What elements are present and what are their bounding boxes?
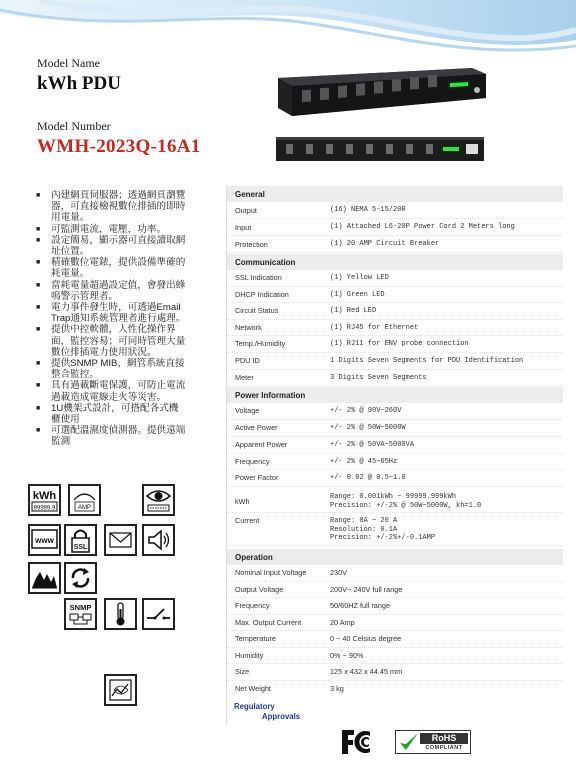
bullet-icon: ■ <box>36 326 41 334</box>
list-item: ■ 當耗電量超過設定值，會發出蜂鳴警示管理者。 <box>36 279 186 302</box>
bullet-icon: ■ <box>36 225 41 233</box>
fcc-logo-icon <box>340 728 380 756</box>
bullet-icon: ■ <box>36 281 41 289</box>
email-icon <box>104 524 137 556</box>
pdu-product-photo-angled <box>272 64 488 124</box>
amp-meter-icon <box>68 484 101 516</box>
table-row: Current Range: 0A ~ 20 A Resolution: 0.1A Precision: +/-2%+/-0.1AMP <box>227 513 563 546</box>
list-item: ■ 具有過載斷電保護，可防止電流過載造成電線走火等災害。 <box>36 380 186 403</box>
regulatory-line1: Regulatory <box>234 702 275 711</box>
model-number-block <box>37 119 201 158</box>
table-row: Input (1) Attached L6-20P Power Cord 2 Meters long <box>227 219 563 236</box>
ssl-lock-icon <box>64 524 97 556</box>
thermometer-icon <box>104 598 137 630</box>
model-number-label: Model Number <box>37 119 111 133</box>
ssl-icon-label: SSL <box>73 544 88 551</box>
bullet-icon: ■ <box>36 236 41 244</box>
regulatory-line2: Approvals <box>262 712 301 721</box>
table-row: Temp./Humidity (1) RJ11 for ENV probe connection <box>227 336 563 353</box>
www-icon-label: www <box>35 536 54 545</box>
bullet-icon: ■ <box>36 192 41 199</box>
table-row: Frequency +/- 2% @ 45~65Hz <box>227 454 563 471</box>
list-item: ■ 1U機架式設計，可搭配各式機櫃使用 <box>36 402 179 426</box>
table-row: Voltage +/- 2% @ 90V~260V <box>227 403 563 420</box>
table-row: Active Power +/- 2% @ 50W~5000W <box>227 420 563 437</box>
bullet-icon: ■ <box>36 304 41 312</box>
monitoring-chart-icon <box>104 674 137 706</box>
table-row: kWh Range: 0.001kWh ~ 99999.999kWh Precision: +/-2% @ 50W~5000W, kh=1.0 <box>227 487 563 513</box>
table-row: DHCP Indication (1) Green LED <box>227 287 563 304</box>
list-item: ■ 提供中控軟體，人性化操作界面，監控容易；可同時管理大量數位排插電力使用狀況。 <box>36 324 186 358</box>
amp-icon-label: AMP <box>77 505 92 511</box>
refresh-icon <box>64 562 97 594</box>
table-row: Net Weight 3 kg <box>235 683 344 693</box>
list-item: ■ 內建網頁伺服器；透過網頁瀏覽器，可直接檢視數位排插的即時用電量。 <box>36 190 186 224</box>
list-item: ■ 設定簡易，顯示器可直接讀取網址位置。 <box>36 234 186 258</box>
table-row: Circuit Status (1) Red LED <box>227 303 563 320</box>
spec-table <box>226 185 563 725</box>
list-item: ■ 可監測電流，電壓，功率。 <box>36 223 167 235</box>
section-header-communication: Communication <box>227 253 563 270</box>
table-row: Frequency 50/60HZ full range <box>227 598 563 615</box>
rohs-compliant-label: COMPLIANT <box>425 745 463 751</box>
rohs-label: RoHS <box>420 733 468 744</box>
table-row: Size 125 x 432 x 44.45 mm <box>227 664 563 681</box>
model-name: kWh PDU <box>37 73 121 94</box>
kwh-icon-digits: 99999.9 <box>33 505 56 512</box>
regulatory-approvals-title <box>234 702 300 722</box>
table-row: Output (16) NEMA 5-15/20R <box>227 202 563 219</box>
table-row: Power Factor +/- 0.02 @ 0.5~1.0 <box>227 470 563 487</box>
section-header-power: Power Information <box>227 386 563 403</box>
circuit-breaker-icon <box>142 598 175 630</box>
table-row: Max. Output Current 20 Amp <box>227 615 563 632</box>
features-list <box>34 190 186 448</box>
feature-icons-grid <box>28 484 178 714</box>
table-row: Temperature 0 ~ 40 Celsius degree <box>227 631 563 648</box>
bullet-icon: ■ <box>36 259 41 267</box>
table-row: SSL Indication (1) Yellow LED <box>227 270 563 287</box>
bullet-icon: ■ <box>36 404 41 412</box>
snmp-icon <box>64 598 97 630</box>
bullet-icon: ■ <box>36 360 41 368</box>
checkmark-icon <box>398 731 420 753</box>
table-row: Meter 3 Digits Seven Segments <box>227 370 563 387</box>
section-header-general: General <box>227 185 563 202</box>
list-item: ■ 提供SNMP MIB，網管系統直接整合監控。 <box>36 358 185 381</box>
eye-monitor-icon <box>142 484 175 516</box>
model-name-block <box>37 56 121 95</box>
table-row: Nominal Input Voltage 230V <box>227 565 563 582</box>
waveform-icon <box>28 562 61 594</box>
www-icon <box>28 524 61 556</box>
table-row: Humidity 0% ~ 90% <box>227 648 563 665</box>
model-name-label: Model Name <box>37 56 100 70</box>
bullet-icon: ■ <box>36 382 41 390</box>
snmp-icon-label: SNMP <box>69 603 92 612</box>
list-item: ■ 精確數位電錶，提供設備準確的耗電量。 <box>36 257 186 280</box>
alarm-speaker-icon <box>142 524 175 556</box>
bullet-icon: ■ <box>36 427 41 435</box>
rohs-compliant-logo <box>395 730 471 754</box>
table-row: PDU ID 1 Digits Seven Segments for PDU Identification <box>227 353 563 370</box>
kwh-meter-icon <box>28 484 61 516</box>
pdu-product-photo-front <box>276 137 484 161</box>
table-row: Protection (1) 20 AMP Circuit Breaker <box>227 236 563 253</box>
kwh-icon-label: kWh <box>32 490 57 502</box>
table-row: Output Voltage 200V~ 240V full range <box>227 582 563 599</box>
table-row: Network (1) RJ45 for Ethernet <box>227 320 563 337</box>
table-row: Apparent Power +/- 2% @ 50VA~5000VA <box>227 437 563 454</box>
section-header-operation: Operation <box>227 548 563 565</box>
list-item: ■ 可選配溫濕度偵測器。提供遠端監測 <box>36 425 186 448</box>
model-number: WMH-2023Q-16A1 <box>37 136 201 157</box>
list-item: ■ 電力事件發生時，可透過Email Trap通知系統管理者進行處理。 <box>36 302 186 325</box>
